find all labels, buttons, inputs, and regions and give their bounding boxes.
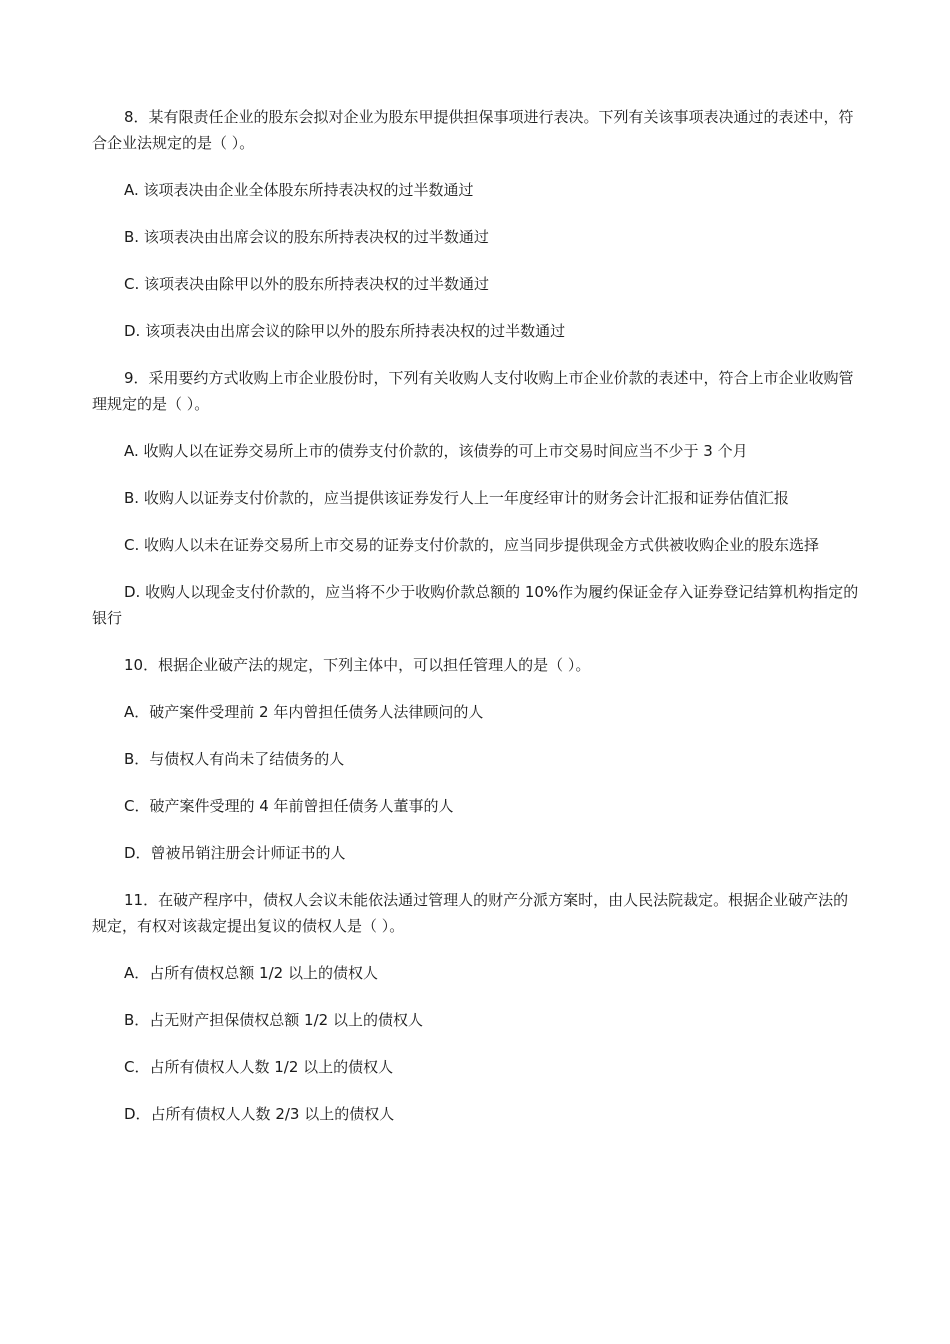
question-9-option-c: C. 收购人以未在证券交易所上市交易的证券支付价款的，应当同步提供现金方式供被收购企业的股东选择	[124, 536, 820, 554]
document-body	[92, 104, 860, 1148]
question-10-option-a: A．破产案件受理前 2 年内曾担任债务人法律顾问的人	[124, 703, 484, 721]
question-10-option-b: B．与债权人有尚未了结债务的人	[124, 750, 345, 768]
question-11-stem: 11．在破产程序中，债权人会议未能依法通过管理人的财产分派方案时，由人民法院裁定。根据企业破产法的规定，有权对该裁定提出复议的债权人是（ ）。	[92, 891, 849, 935]
question-8-option-c: C. 该项表决由除甲以外的股东所持表决权的过半数通过	[124, 275, 490, 293]
question-10-option-c: C．破产案件受理的 4 年前曾担任债务人董事的人	[124, 797, 454, 815]
question-11-option-b: B．占无财产担保债权总额 1/2 以上的债权人	[124, 1011, 423, 1029]
question-9-option-b: B. 收购人以证券支付价款的，应当提供该证券发行人上一年度经审计的财务会计汇报和证券估值汇报	[124, 489, 789, 507]
question-11-option-a: A．占所有债权总额 1/2 以上的债权人	[124, 964, 378, 982]
question-11-option-c: C．占所有债权人人数 1/2 以上的债权人	[124, 1058, 394, 1076]
question-10-option-d: D．曾被吊销注册会计师证书的人	[124, 844, 346, 862]
question-9-option-a: A. 收购人以在证券交易所上市的债券支付价款的，该债券的可上市交易时间应当不少于 3 个月	[124, 442, 748, 460]
question-9-stem: 9．采用要约方式收购上市企业股份时，下列有关收购人支付收购上市企业价款的表述中，符合上市企业收购管理规定的是（ ）。	[92, 369, 854, 413]
question-8-option-a: A. 该项表决由企业全体股东所持表决权的过半数通过	[124, 181, 474, 199]
question-8-stem: 8．某有限责任企业的股东会拟对企业为股东甲提供担保事项进行表决。下列有关该事项表决通过的表述中，符合企业法规定的是（ ）。	[92, 108, 854, 152]
question-10-stem: 10．根据企业破产法的规定，下列主体中，可以担任管理人的是（ ）。	[124, 656, 591, 674]
question-11-option-d: D．占所有债权人人数 2/3 以上的债权人	[124, 1105, 395, 1123]
question-8-option-d: D. 该项表决由出席会议的除甲以外的股东所持表决权的过半数通过	[124, 322, 566, 340]
question-9-option-d: D. 收购人以现金支付价款的，应当将不少于收购价款总额的 10%作为履约保证金存入证券登记结算机构指定的银行	[92, 583, 859, 627]
question-8-option-b: B. 该项表决由出席会议的股东所持表决权的过半数通过	[124, 228, 489, 246]
